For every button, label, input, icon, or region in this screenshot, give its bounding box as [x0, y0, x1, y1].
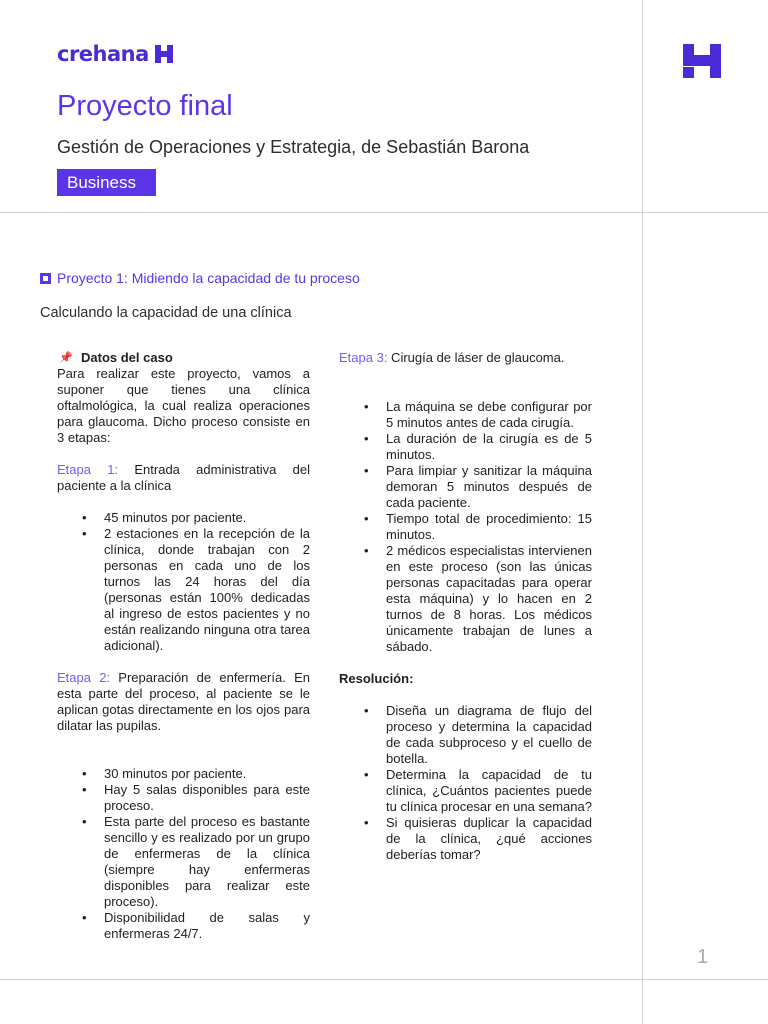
list-item: • Disponibilidad de salas y enfermeras 24/7.	[79, 910, 310, 942]
category-badge: Business	[57, 169, 156, 196]
footer-divider	[0, 979, 768, 980]
datos-heading	[57, 350, 310, 366]
etapa2-paragraph	[57, 670, 310, 734]
left-column	[57, 350, 310, 942]
list-item: • 2 médicos especialistas intervienen en este proceso (son las únicas personas capacitadas para operar esta máquina) y lo hacen en 2 turnos de 8 horas. Los médicos únicamente trabajan de lunes a sábado.	[361, 543, 592, 655]
list-item: • La máquina se debe configurar por 5 minutos antes de cada cirugía.	[361, 399, 592, 431]
etapa3-text: Cirugía de láser de glaucoma.	[387, 350, 565, 365]
etapa1-text: Entrada administrativa del paciente a la clínica	[57, 462, 310, 493]
pushpin-icon: 📌	[59, 352, 73, 364]
list-item: • Si quisieras duplicar la capacidad de la clínica, ¿qué acciones deberías tomar?	[361, 815, 592, 863]
list-item: • Para limpiar y sanitizar la máquina demoran 5 minutos después de cada paciente.	[361, 463, 592, 511]
etapa2-text: Preparación de enfermería. En esta parte del proceso, al paciente se le aplican gotas directamente en los ojos para dilatar las pupilas.	[57, 670, 310, 733]
course-subtitle: Gestión de Operaciones y Estrategia, de Sebastián Barona	[57, 137, 530, 157]
crehana-corner-icon	[683, 44, 721, 78]
list-item: • Hay 5 salas disponibles para este proceso.	[79, 782, 310, 814]
list-item: • Diseña un diagrama de flujo del proceso y determina la capacidad de cada subproceso y el cuello de botella.	[361, 703, 592, 767]
list-item: • 45 minutos por paciente.	[79, 510, 310, 526]
right-column	[339, 350, 592, 863]
resolucion-list	[339, 703, 592, 863]
datos-title: Datos del caso	[81, 350, 173, 365]
square-bullet-icon	[40, 273, 51, 284]
section-heading-text: Proyecto 1: Midiendo la capacidad de tu proceso	[57, 270, 360, 286]
intro-paragraph: Para realizar este proyecto, vamos a suponer que tienes una clínica oftalmológica, la cual realiza operaciones para glaucoma. Dicho proceso consiste en 3 etapas:	[57, 366, 310, 445]
etapa1-list	[57, 510, 310, 654]
list-item: • 2 estaciones en la recepción de la clínica, donde trabajan con 2 personas en cada uno de los turnos las 24 horas del día (personas están 100% dedicadas al ingreso de estos pacientes y no están realizando ninguna otra tarea adicional).	[79, 526, 310, 654]
etapa1-paragraph	[57, 462, 310, 494]
page-number: 1	[697, 946, 709, 968]
etapa3-list	[339, 399, 592, 655]
resolucion-title: Resolución:	[339, 671, 414, 686]
header-divider	[0, 212, 768, 213]
vertical-divider	[642, 0, 643, 1024]
logo-wordmark: crehana	[57, 42, 149, 66]
section-heading	[40, 270, 360, 286]
crehana-logo	[57, 42, 173, 66]
list-item: • Esta parte del proceso es bastante sencillo y es realizado por un grupo de enfermeras de la clínica (siempre hay enfermeras disponibles para realizar este proceso).	[79, 814, 310, 910]
crehana-mark-icon	[155, 45, 173, 63]
etapa2-label: Etapa 2:	[57, 670, 111, 685]
etapa1-label: Etapa 1:	[57, 462, 119, 477]
list-item: • La duración de la cirugía es de 5 minutos.	[361, 431, 592, 463]
page-title: Proyecto final	[57, 90, 233, 122]
etapa3-paragraph	[339, 350, 592, 366]
etapa2-list	[57, 766, 310, 942]
list-item: • Tiempo total de procedimiento: 15 minutos.	[361, 511, 592, 543]
list-item: • 30 minutos por paciente.	[79, 766, 310, 782]
list-item: • Determina la capacidad de tu clínica, ¿Cuántos pacientes puede tu clínica procesar en una semana?	[361, 767, 592, 815]
etapa3-label: Etapa 3:	[339, 350, 388, 365]
section-subheading: Calculando la capacidad de una clínica	[40, 305, 292, 321]
